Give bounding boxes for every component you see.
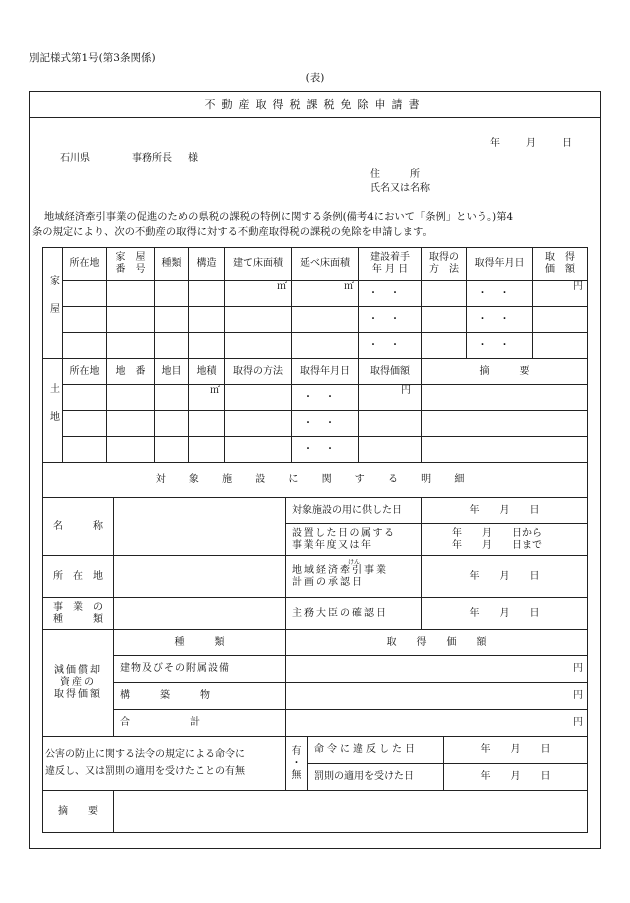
land-cell[interactable] [155, 437, 189, 463]
facility-business-type-value[interactable] [114, 598, 286, 630]
land-header-acq-date: 取得年月日 [292, 359, 359, 385]
house-cell[interactable] [533, 307, 588, 333]
land-cell[interactable] [63, 385, 107, 411]
facility-location-label: 所 在 地 [43, 556, 114, 598]
land-cell[interactable] [225, 411, 292, 437]
house-header-floor-area: 建て床面積 [225, 248, 292, 281]
land-cell[interactable] [63, 411, 107, 437]
house-row [43, 307, 588, 333]
house-date-dots[interactable]: ・・ [467, 281, 533, 307]
house-cell[interactable] [155, 281, 189, 307]
house-row [43, 281, 588, 307]
facility-use-date-label: 対象施設の用に供した日 [286, 498, 422, 524]
land-header-remarks: 摘 要 [422, 359, 588, 385]
land-cell[interactable] [155, 411, 189, 437]
house-header-location: 所在地 [63, 248, 107, 281]
land-header-price: 取得価額 [359, 359, 422, 385]
house-cell[interactable] [225, 333, 292, 359]
land-date-dots[interactable]: ・・ [292, 411, 359, 437]
land-header-lot: 地 番 [107, 359, 155, 385]
land-header-method: 取得の方法 [225, 359, 292, 385]
statement-line-1: 地域経済牽引事業の促進のための県税の課税の特例に関する条例(備考4において「条例」という。)第4 [44, 211, 514, 223]
house-header-number: 家 屋 番 号 [107, 248, 155, 281]
house-cell[interactable] [63, 307, 107, 333]
house-area-unit[interactable]: ㎡ [292, 281, 359, 307]
house-area-unit[interactable]: ㎡ [225, 281, 292, 307]
application-form [29, 91, 601, 849]
house-cell[interactable] [155, 333, 189, 359]
pollution-question: 公害の防止に関する法令の規定による命令に 違反し、又は罰則の適用を受けたことの有無 [43, 737, 286, 791]
facility-fiscal-year-label: 設置した日の属する 事業年度又は年 [286, 524, 422, 556]
house-date-dots[interactable]: ・・ [359, 281, 422, 307]
land-cell[interactable] [422, 411, 588, 437]
house-cell[interactable] [155, 307, 189, 333]
facility-table [42, 462, 588, 630]
land-cell[interactable] [107, 437, 155, 463]
house-cell[interactable] [63, 281, 107, 307]
facility-name-label: 名 称 [43, 498, 114, 556]
land-row [43, 385, 588, 411]
land-cell[interactable] [189, 437, 225, 463]
side-indicator: (表) [305, 72, 325, 84]
land-date-dots[interactable]: ・・ [292, 385, 359, 411]
form-number-label: 別記様式第1号(第3条関係) [29, 52, 156, 64]
pollution-yes-no[interactable]: 有 ・ 無 [286, 737, 308, 791]
house-cell[interactable] [189, 333, 225, 359]
facility-section-title: 対 象 施 設 に 関 す る 明 細 [43, 463, 588, 498]
land-cell[interactable] [107, 411, 155, 437]
addressee-pref: 石川県 [60, 153, 90, 164]
house-date-dots[interactable]: ・・ [467, 333, 533, 359]
addressee-office: 事務所長 [132, 153, 172, 164]
house-cell[interactable] [422, 307, 467, 333]
land-cell[interactable] [225, 437, 292, 463]
pollution-order-date[interactable]: 年 月 日 [444, 737, 588, 764]
land-header-location: 所在地 [63, 359, 107, 385]
pollution-table [42, 736, 588, 791]
house-cell[interactable] [422, 333, 467, 359]
land-side-label: 土地 [43, 359, 63, 463]
land-cell[interactable] [422, 385, 588, 411]
land-cell[interactable] [359, 437, 422, 463]
house-header-structure: 構造 [189, 248, 225, 281]
house-cell[interactable] [225, 307, 292, 333]
land-date-dots[interactable]: ・・ [292, 437, 359, 463]
ruby-text: けん [348, 559, 361, 566]
facility-use-date[interactable]: 年 月 日 [422, 498, 588, 524]
depreciable-amount-total[interactable]: 円 [286, 710, 588, 737]
house-header-type: 種類 [155, 248, 189, 281]
facility-name-value[interactable] [114, 498, 286, 556]
depreciable-row-structure: 構 築 物 [114, 683, 286, 710]
land-cell[interactable] [225, 385, 292, 411]
land-cell[interactable] [63, 437, 107, 463]
depreciable-amount-structure[interactable]: 円 [286, 683, 588, 710]
land-area-unit[interactable]: ㎡ [189, 385, 225, 411]
house-date-dots[interactable]: ・・ [359, 307, 422, 333]
house-header-acq-date: 取得年月日 [467, 248, 533, 281]
remarks-table [42, 790, 588, 833]
house-header-total-area: 延べ床面積 [292, 248, 359, 281]
house-header-price: 取 得 価 額 [533, 248, 588, 281]
facility-location-value[interactable] [114, 556, 286, 598]
land-cell[interactable] [107, 385, 155, 411]
date-year: 年 [490, 138, 500, 149]
house-cell[interactable] [292, 307, 359, 333]
form-title: 不動産取得税課税免除申請書 [30, 92, 600, 118]
land-header-area: 地積 [189, 359, 225, 385]
remarks-label: 摘 要 [43, 791, 114, 833]
land-table [42, 358, 588, 463]
facility-plan-approval-label: けん 地域経済牽引事業 計画の承認日 [286, 556, 422, 598]
depreciable-type-header: 種 類 [114, 630, 286, 656]
pollution-penalty-label: 罰則の適用を受けた日 [308, 764, 444, 791]
facility-date-from: 年 月 日から [452, 527, 542, 539]
house-cell[interactable] [107, 307, 155, 333]
facility-minister-label: 主務大臣の確認日 [286, 598, 422, 630]
remarks-value[interactable] [114, 791, 588, 833]
facility-plan-approval-date[interactable]: 年 月 日 [422, 556, 588, 598]
depreciable-table [42, 629, 588, 737]
depreciable-amount-header: 取 得 価 額 [286, 630, 588, 656]
land-row [43, 437, 588, 463]
pollution-penalty-date[interactable]: 年 月 日 [444, 764, 588, 791]
land-cell[interactable] [422, 437, 588, 463]
land-yen-unit[interactable]: 円 [359, 385, 422, 411]
depreciable-row-building: 建物及びその附属設備 [114, 656, 286, 683]
house-side-label: 家屋 [43, 248, 63, 359]
statement-line-2: 条の規定により、次の不動産の取得に対する不動産取得税の課税の免除を申請します。 [32, 226, 433, 238]
house-header-method: 取得の 方 法 [422, 248, 467, 281]
land-cell[interactable] [189, 411, 225, 437]
house-yen-unit[interactable]: 円 [533, 281, 588, 307]
pollution-order-label: 命令に違反した日 [308, 737, 444, 764]
house-cell[interactable] [189, 281, 225, 307]
house-cell[interactable] [189, 307, 225, 333]
house-table [42, 247, 588, 359]
facility-business-type-label: 事 業 の 種 類 [43, 598, 114, 630]
applicant-address-label: 住 所 [370, 169, 420, 180]
house-row [43, 333, 588, 359]
facility-date-to: 年 月 日まで [452, 539, 542, 551]
facility-minister-date[interactable]: 年 月 日 [422, 598, 588, 630]
house-cell[interactable] [107, 333, 155, 359]
house-cell[interactable] [63, 333, 107, 359]
house-cell[interactable] [292, 333, 359, 359]
land-cell[interactable] [359, 411, 422, 437]
depreciable-row-total: 合 計 [114, 710, 286, 737]
date-month: 月 [526, 138, 536, 149]
house-date-dots[interactable]: ・・ [359, 333, 422, 359]
house-cell[interactable] [107, 281, 155, 307]
applicant-name-label: 氏名又は名称 [370, 183, 430, 194]
land-header-category: 地目 [155, 359, 189, 385]
house-date-dots[interactable]: ・・ [467, 307, 533, 333]
date-day: 日 [562, 138, 572, 149]
depreciable-label: 減価償却 資産の 取得価額 [43, 630, 114, 737]
house-header-construction-date: 建設着手 年 月 日 [359, 248, 422, 281]
land-cell[interactable] [155, 385, 189, 411]
house-cell[interactable] [422, 281, 467, 307]
addressee-honorific: 様 [188, 153, 198, 164]
house-cell[interactable] [533, 333, 588, 359]
facility-fiscal-year-dates[interactable] [422, 524, 588, 556]
depreciable-amount-building[interactable]: 円 [286, 656, 588, 683]
land-row [43, 411, 588, 437]
